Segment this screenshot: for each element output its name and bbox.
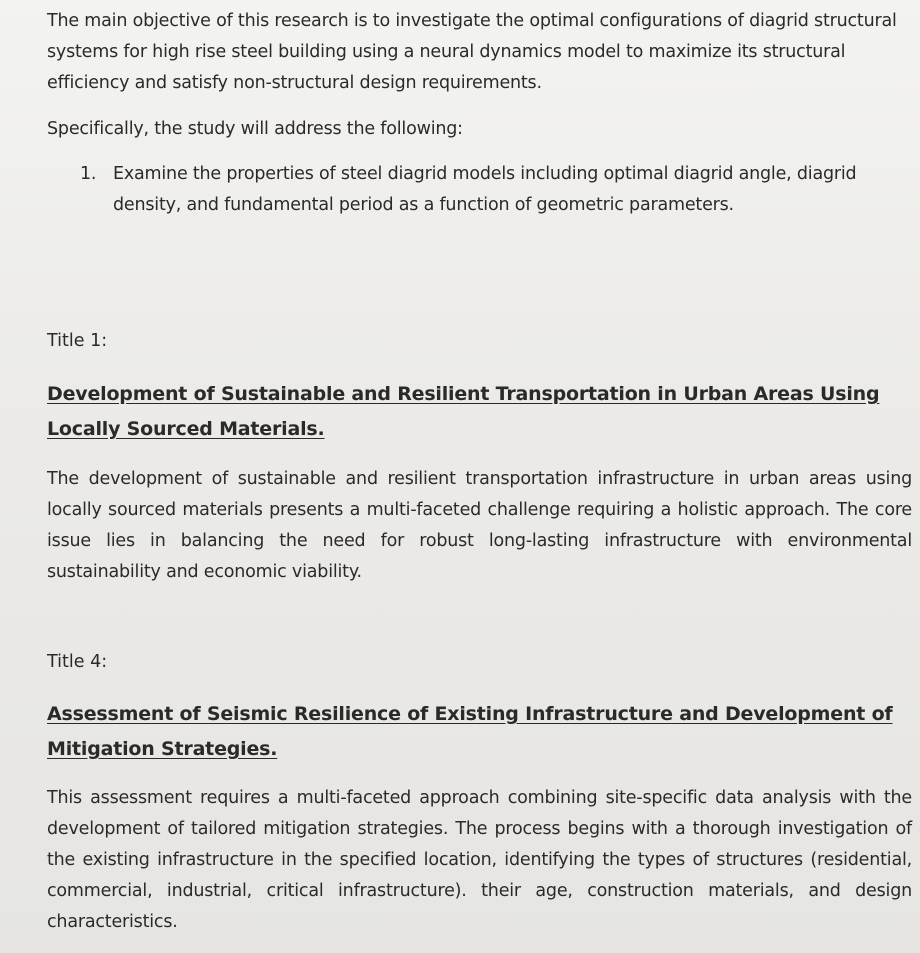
objectives-list xyxy=(80,159,900,221)
title-4-heading: Assessment of Seismic Resilience of Existing Infrastructure and Development of Mitigation Strategies. xyxy=(47,703,893,760)
title-1-heading: Development of Sustainable and Resilient Transportation in Urban Areas Using Locally Sourced Materials. xyxy=(47,383,880,440)
list-item-text: Examine the properties of steel diagrid models including optimal diagrid angle, diagrid density, and fundamental period as a function of geometric parameters. xyxy=(113,164,857,215)
title-1-label: Title 1: xyxy=(47,331,108,351)
specifically-line: Specifically, the study will address the following: xyxy=(47,119,463,139)
title-4-body: This assessment requires a multi-faceted approach combining site-specific data analysis with the development of tailored mitigation strategies. The process begins with a thorough investigation of the existing infrastructure in the specified location, identifying the types of structures (residential, commercial, industrial, critical infrastructure). their age, construction materials, and design characteristics. xyxy=(47,788,912,932)
title-1-body: The development of sustainable and resilient transportation infrastructure in urban areas using locally sourced materials presents a multi-faceted challenge requiring a holistic approach. The core issue lies in balancing the need for robust long-lasting infrastructure with environmental sustainability and economic viability. xyxy=(47,469,912,582)
list-item xyxy=(80,159,900,221)
research-objective-paragraph: The main objective of this research is to investigate the optimal configurations of diagrid structural systems for high rise steel building using a neural dynamics model to maximize its structural efficiency and satisfy non-structural design requirements. xyxy=(47,11,897,93)
title-4-label: Title 4: xyxy=(47,652,108,672)
list-item-number: 1. xyxy=(80,164,97,184)
